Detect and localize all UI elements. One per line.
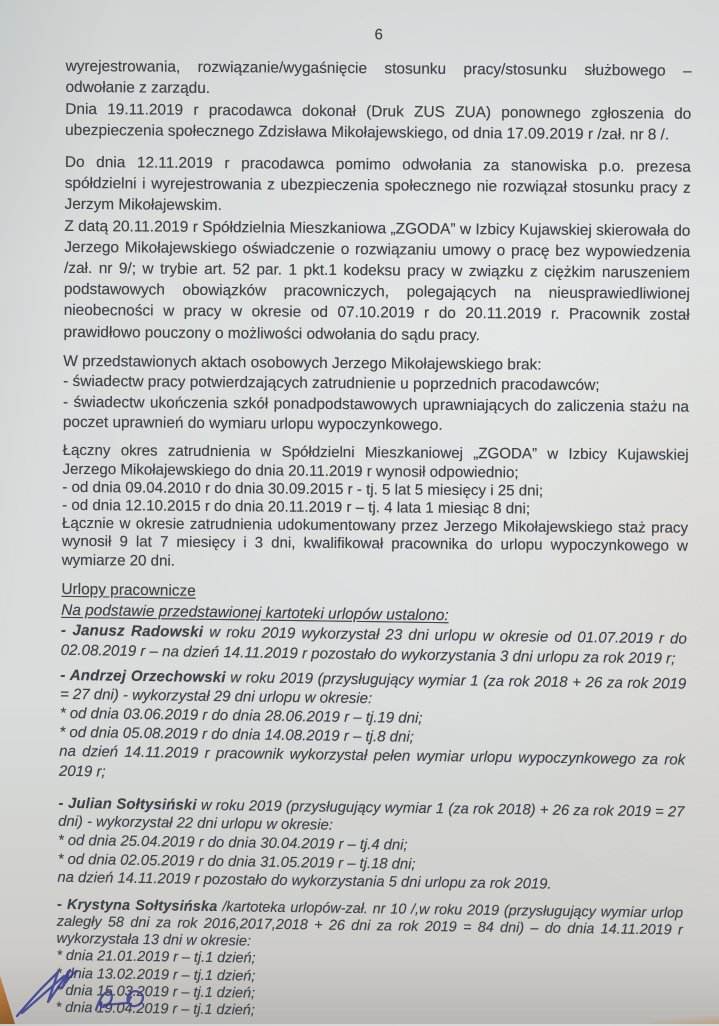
entry-footer: na dzień 14.11.2019 r pozostało do wykorzystania 5 dni urlopu za rok 2019. [57, 869, 552, 893]
employee-entry-orzechowski: - Andrzej Orzechowski w roku 2019 (przysługujący wymiar 1 (za rok 2018 + 26 za rok 2019 = 27 dni) - wykorzystał 29 dni urlopu w okresie: [59, 666, 687, 707]
entry-detail: * dnia 13.02.2019 r – tj.1 dzień; [56, 965, 256, 985]
document-page [55, 22, 692, 1022]
leave-subheading: Na podstawie przedstawionej kartoteki urlopów ustalono: [61, 601, 449, 624]
entry-detail: * dnia 19.04.2019 r – tj.1 dzień; [55, 999, 255, 1019]
employee-name: - Andrzej Orzechowski [60, 666, 226, 686]
entry-detail: * od dnia 05.08.2019 r do dnia 14.08.2019 r – tj.8 dni; [59, 723, 415, 746]
para-employment-period-intro: Łączny okres zatrudnienia w Spółdzielni Mieszkaniowej „ZGODA” w Izbicy Kujawskiej Jerzego Mikołajewskiego do dnia 20.11.2019 r wynosił odpowiednio; [62, 442, 689, 482]
leave-heading: Urlopy pracownicze [61, 580, 196, 600]
para-missing-files-item-2: - świadectw ukończenia szkół ponadpodstawowych uprawniających do zaliczenia stażu na poczet uprawnień do wymiaru urlopu wypoczynkowego. [62, 393, 690, 434]
para-missing-files-intro: W przedstawionych aktach osobowych Jerzego Mikołajewskiego brak: [63, 352, 542, 374]
para-missing-files-item-1: - świadectw pracy potwierdzających zatrudnienie u poprzednich pracodawców; [63, 373, 600, 395]
employee-name: - Julian Sołtysiński [58, 795, 197, 814]
entry-detail: * od dnia 02.05.2019 r do dnia 31.05.2019 r – tj.18 dni; [57, 851, 416, 873]
table-edge-glow [649, 1016, 719, 1024]
employee-name: - Krystyna Sołtysińska [56, 896, 218, 915]
para-deregistration: wyrejestrowania, rozwiązanie/wygaśnięcie stosunku pracy/stosunku służbowego – odwołanie z zarządu. [65, 58, 692, 98]
employee-name: - Janusz Radowski [60, 621, 204, 641]
entry-detail: * dnia 21.01.2019 r – tj.1 dzień; [56, 948, 256, 967]
entry-detail: * od dnia 03.06.2019 r do dnia 28.06.2019 r – tj.19 dni; [59, 704, 423, 727]
leave-section [56, 580, 688, 1026]
employee-entry-soltysinska: - Krystyna Sołtysińska /kartoteka urlopów-zał. nr 10 /,w roku 2019 (przysługujący wymiar urlop zaległy 58 dni za rok 2016,2017,2018 + 26 dni za rok 2019 = 84 dni) – do dnia 14.11.2019 r wykorzystała 13 dni w okresie: [56, 896, 684, 950]
para-employment-period-2: - od dnia 12.10.2015 r do dnia 20.11.2019 r – tj. 4 lata 1 miesiąc 8 dni; [62, 496, 531, 518]
para-employment-period-1: - od dnia 09.04.2010 r do dnia 30.09.2015 r - tj. 5 lat 5 miesięcy i 25 dni; [62, 478, 544, 500]
entry-detail: * od dnia 25.04.2019 r do dnia 30.04.2019 r – tj.4 dni; [57, 832, 408, 854]
entry-footer: na dzień 14.11.2019 r pracownik wykorzystał pełen wymiar urlopu wypoczynkowego za rok 2019 r; [58, 743, 686, 780]
para-employment-period-summary: Łącznie w okresie zatrudnienia udokumentowany przez Jerzego Mikołajewskiego staż pracy wynosił 9 lat 7 miesięcy i 3 dni, kwalifikował pracownika do urlopu wypoczynkowego w wymiarze 20 dni. [61, 515, 689, 570]
table-corner [0, 976, 15, 1024]
para-zus-registration: Dnia 19.11.2019 r pracodawca dokonał (Druk ZUS ZUA) ponownego zgłoszenia do ubezpieczenia społecznego Zdzisława Mikołajewskiego, od dnia 17.09.2019 r /zał. nr 8 /. [65, 100, 692, 144]
employee-entry-radowski: - Janusz Radowski w roku 2019 wykorzystał 23 dni urlopu w okresie od 01.07.2019 r do 02.08.2019 r – na dzień 14.11.2019 r pozostało do wykorzystania 3 dni urlopu za rok 2019 r; [60, 621, 687, 668]
para-employment-not-terminated: Do dnia 12.11.2019 r pracodawca pomimo odwołania za stanowiska p.o. prezesa spółdzielni i wyrejestrowania z ubezpieczenia społecznego nie rozwiązał stosunku pracy z Jerzym Mikołajewskim. [64, 153, 691, 215]
employee-entry-soltysinski: - Julian Sołtysiński w roku 2019 (przysługujący wymiar 1 (za rok 2018) + 26 za rok 2019 = 27 dni) - wykorzystał 22 dni urlopu w okresie: [58, 795, 685, 834]
page-number: 6 [374, 26, 384, 44]
para-termination-statement: Z datą 20.11.2019 r Spółdzielnia Mieszkaniowa „ZGODA” w Izbicy Kujawskiej skierowała do Jerzego Mikołajewskiego oświadczenie o rozwiązaniu umowy o pracę bez wypowiedzenia /zał. nr 9/; w trybie art. 52 par. 1 pkt.1 kodeksu pracy w związku z ciężkim naruszeniem podstawowych obowiązków pracowniczych, polegających na nieusprawiedliwionej nieobecności w pracy w okresie od 07.10.2019 r do 20.11.2019 r. Pracownik został prawidłowo pouczony o możliwości odwołania do sądu pracy. [63, 217, 691, 344]
entry-detail: * dnia 15.03.2019 r – tj.1 dzień; [55, 982, 256, 1002]
